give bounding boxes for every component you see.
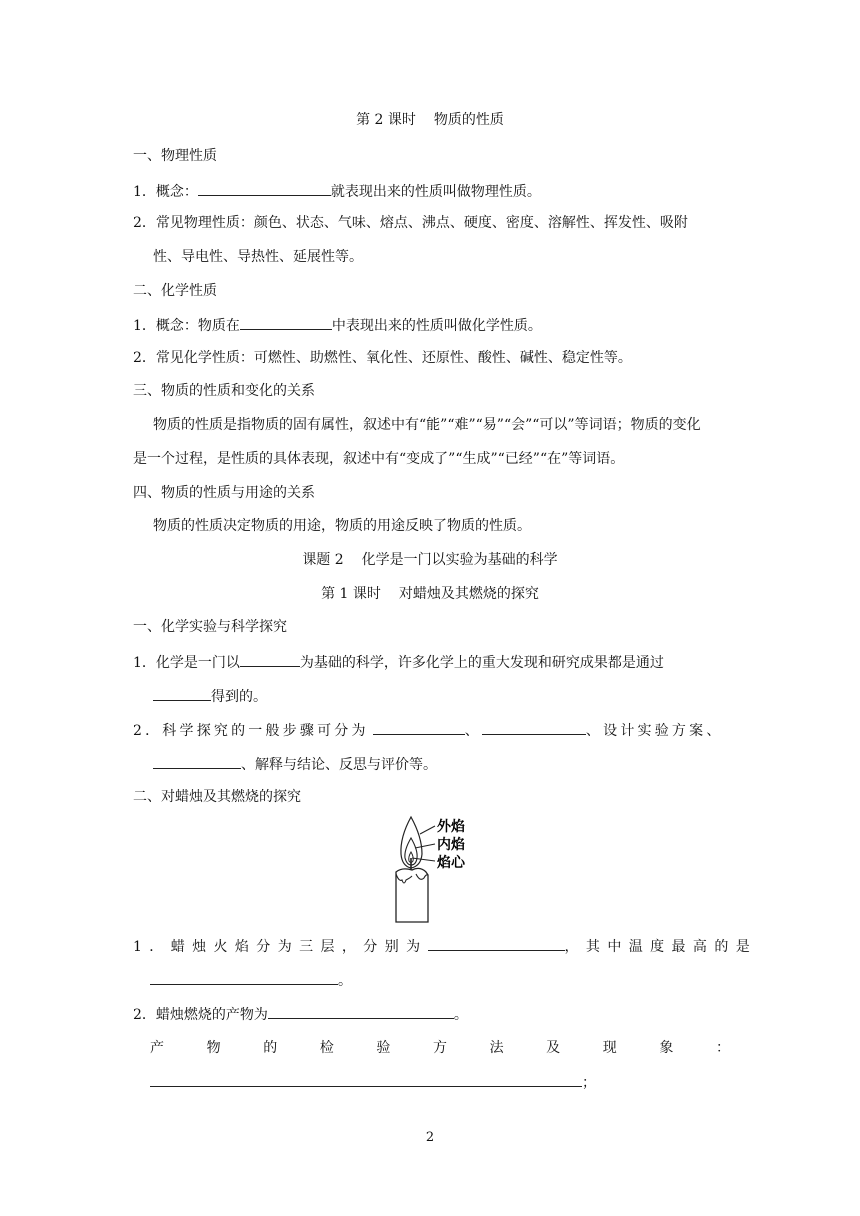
question-text: 为基础的科学，许多化学上的重大发现和研究成果都是通过 <box>299 655 664 671</box>
question-text: 、设计实验方案、 <box>585 723 724 739</box>
question-text: ； <box>582 1075 596 1091</box>
heading-property-change-relation: 三、物质的性质和变化的关系 <box>133 383 315 399</box>
question-1 <box>133 651 860 673</box>
answer-blank[interactable] <box>153 753 241 769</box>
label-char: 法 <box>489 1040 504 1056</box>
heading-experiment-inquiry: 一、化学实验与科学探究 <box>133 619 287 635</box>
lesson-number: 第 2 课时 <box>356 112 416 128</box>
question-3 <box>133 935 860 957</box>
page-number: 2 <box>425 1130 435 1145</box>
fill-in-chemical-concept <box>133 314 860 336</box>
label-char: 象 <box>659 1040 674 1056</box>
wax-drip <box>396 874 412 883</box>
lesson-name: 物质的性质 <box>433 112 504 128</box>
separator: 、 <box>464 723 482 739</box>
label-flame-core: 焰心 <box>437 855 465 871</box>
paragraph-property-use: 物质的性质决定物质的用途，物质的用途反映了物质的性质。 <box>153 518 531 534</box>
label-char: 检 <box>319 1040 334 1056</box>
topic-name: 化学是一门以实验为基础的科学 <box>361 552 558 568</box>
heading-physical-properties: 一、物理性质 <box>133 148 217 164</box>
label-char: 方 <box>432 1040 447 1056</box>
question-2 <box>133 719 860 741</box>
question-text: 1．化学是一门以 <box>133 655 240 671</box>
question-text: 2．科学探究的一般步骤可分为 <box>133 723 369 739</box>
answer-blank[interactable] <box>198 180 331 196</box>
chemical-properties-list: 2．常见化学性质：可燃性、助燃性、氧化性、还原性、酸性、碱性、稳定性等。 <box>133 350 632 366</box>
label-char: 及 <box>546 1040 561 1056</box>
label-char: ： <box>715 1040 730 1056</box>
pointer-inner <box>415 844 435 848</box>
label-char: 验 <box>376 1040 391 1056</box>
question-2-cont <box>153 753 860 775</box>
heading-property-use-relation: 四、物质的性质与用途的关系 <box>133 485 315 501</box>
question-text: ，其中温度最高的是 <box>564 939 758 955</box>
question-text: 1．蜡烛火焰分为三层，分别为 <box>133 939 428 955</box>
concept-label: 1．概念： <box>133 184 198 200</box>
question-text: 得到的。 <box>211 689 267 705</box>
question-text: 。 <box>338 973 352 989</box>
label-char: 产 <box>150 1040 164 1056</box>
answer-blank[interactable] <box>373 719 465 735</box>
answer-blank[interactable] <box>268 1003 454 1019</box>
question-text: 、解释与结论、反思与评价等。 <box>241 757 437 773</box>
label-char: 现 <box>602 1040 617 1056</box>
question-3-cont <box>150 969 860 991</box>
lesson-name: 对蜡烛及其燃烧的探究 <box>398 586 539 602</box>
pointer-core <box>412 858 435 861</box>
question-4-method-answer <box>150 1071 860 1093</box>
question-4-method-label <box>150 1038 730 1058</box>
paragraph-property-change-cont: 是一个过程，是性质的具体表现，叙述中有“变成了”“生成”“已经”“在”等词语。 <box>133 451 625 467</box>
answer-blank[interactable] <box>428 935 565 951</box>
question-text: 。 <box>453 1007 468 1023</box>
label-char: 的 <box>263 1040 278 1056</box>
concept-label: 1．概念：物质在 <box>133 318 240 334</box>
concept-text: 中表现出来的性质叫做化学性质。 <box>331 318 542 334</box>
heading-candle-inquiry: 二、对蜡烛及其燃烧的探究 <box>133 789 301 805</box>
label-outer-flame: 外焰 <box>437 819 465 835</box>
topic-title <box>0 550 860 570</box>
lesson-subtitle <box>0 584 860 604</box>
lesson-title <box>0 110 860 130</box>
fill-in-physical-concept <box>133 180 860 202</box>
answer-blank[interactable] <box>153 685 211 701</box>
wax-drip <box>416 874 428 879</box>
label-char: 物 <box>206 1040 221 1056</box>
lesson-number: 第 1 课时 <box>321 586 381 602</box>
answer-blank[interactable] <box>240 314 332 330</box>
answer-blank[interactable] <box>150 1071 582 1087</box>
answer-blank[interactable] <box>150 969 338 985</box>
topic-number: 课题 2 <box>302 552 344 568</box>
heading-chemical-properties: 二、化学性质 <box>133 283 217 299</box>
answer-blank[interactable] <box>240 651 300 667</box>
physical-properties-list-cont: 性、导电性、导热性、延展性等。 <box>153 249 363 265</box>
physical-properties-list: 2．常见物理性质：颜色、状态、气味、熔点、沸点、硬度、密度、溶解性、挥发性、吸附 <box>133 215 688 231</box>
question-text: 2．蜡烛燃烧的产物为 <box>133 1007 268 1023</box>
pointer-outer <box>420 826 435 834</box>
answer-blank[interactable] <box>482 719 586 735</box>
candle-flame-figure <box>380 812 475 924</box>
paragraph-property-change: 物质的性质是指物质的固有属性，叙述中有“能”“难”“易”“会”“可以”等词语；物质的变化 <box>153 417 701 433</box>
concept-text: 就表现出来的性质叫做物理性质。 <box>330 184 541 200</box>
label-inner-flame: 内焰 <box>437 837 465 853</box>
question-4 <box>133 1003 860 1025</box>
question-1-cont <box>153 685 860 707</box>
